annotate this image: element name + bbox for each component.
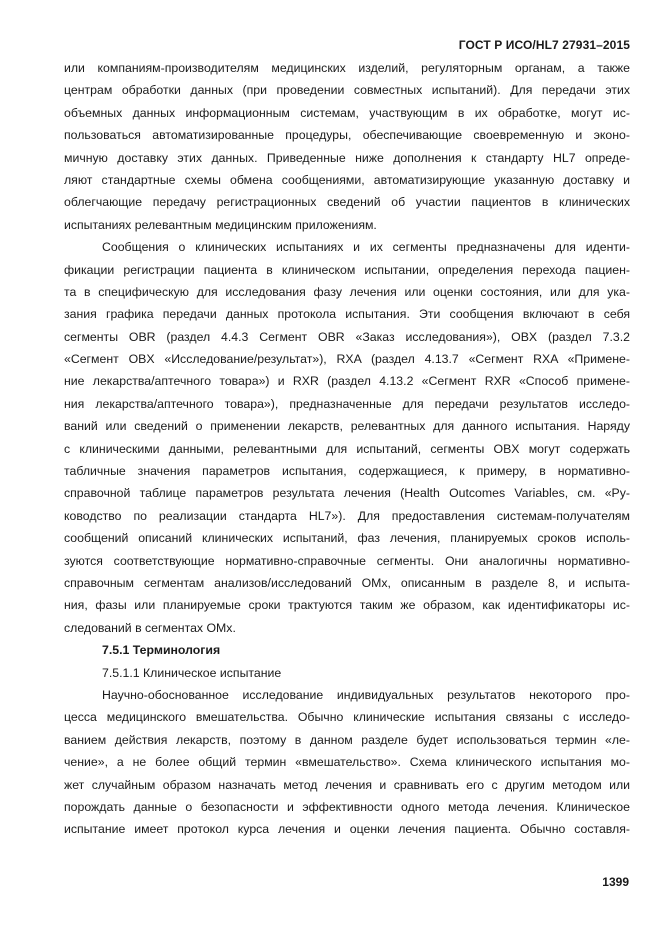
text-line: испытаниях релевантным медицинским приложениям. [64,217,377,232]
text-line: ваний или сведений о применении лекарств, релевантных для данного испытания. Наряду [64,419,630,434]
text-line: «Сегмент OBX «Исследование/результат»), RXA (раздел 4.13.7 «Сегмент RXA «Примене- [64,352,630,367]
page-number: 1399 [602,875,629,889]
text-line: объемных данных информационным системам, участвующим в их обработке, могут ис- [64,105,630,120]
subsection-heading: 7.5.1.1 Клиническое испытание [102,665,282,680]
text-line: справочной таблице параметров результата лечения (Health Outcomes Variables, см. «Ру- [64,486,630,501]
text-line: та в специфическую для исследования фазу лечения или оценки состояния, или для ука- [64,284,630,299]
document-standard-header: ГОСТ Р ИСО/HL7 27931–2015 [458,38,630,52]
text-line: чение», а не более общий термин «вмешательство». Схема клинического испытания мо- [64,755,630,770]
paragraph-start-line: Сообщения о клинических испытаниях и их сегменты предназначены для иденти- [102,240,630,255]
text-line: ния, фазы или планируемые сроки трактуются таким же образом, как идентификаторы ис- [64,598,630,613]
text-line: ния лекарства/аптечного товара»), предназначенные для передачи результатов исследо- [64,396,630,411]
text-line: сообщений описаний клинических испытаний, фаз лечения, планируемых сроков исполь- [64,531,630,546]
section-heading: 7.5.1 Терминология [102,643,221,658]
text-line: облегчающие передачу регистрационных сведений об участии пациентов в клинических [64,195,630,210]
text-line: цесса медицинского вмешательства. Обычно клинические испытания связаны с исследо- [64,710,630,725]
text-line: ляют стандартные схемы обмена сообщениями, автоматизирующие указанную доставку и [64,172,630,187]
paragraph-start-line: Научно-обоснованное исследование индивидуальных результатов некоторого про- [102,687,630,702]
text-line: фикации регистрации пациента в клиническом испытании, определения перехода пациен- [64,262,630,277]
text-line: табличные значения параметров испытания, содержащиеся, к примеру, в нормативно- [64,464,630,479]
text-line: ние лекарства/аптечного товара») и RXR (раздел 4.13.2 «Сегмент RXR «Способ примене- [64,374,630,389]
text-line: испытание имеет протокол курса лечения и оценки лечения пациента. Обычно составля- [64,822,630,837]
text-line: зуются соответствующие нормативно-справочные сегменты. Они аналогичны нормативно- [64,553,630,568]
text-line: жет случайным образом назначать метод лечения и сравнивать его с другим методом или [64,777,630,792]
text-line: порождать данные о безопасности и эффективности одного метода лечения. Клиническое [64,799,630,814]
text-line: сегменты OBR (раздел 4.4.3 Сегмент OBR «Заказ исследования»), OBX (раздел 7.3.2 [64,329,630,344]
document-body [64,57,630,841]
text-line: справочным сегментам анализов/исследований OMx, описанным в разделе 8, и испыта- [64,575,630,590]
text-line: центрам обработки данных (при проведении совместных испытаний). Для передачи этих [64,83,630,98]
text-line: пользоваться автоматизированные процедуры, обеспечивающие своевременную и эконо- [64,128,630,143]
text-line: ванием действия лекарств, поэтому в данном разделе будет использоваться термин «ле- [64,732,630,747]
text-line: следований в сегментах OMx. [64,620,236,635]
text-line: ководство по реализации стандарта HL7»). Для предоставления системам-получателям [64,508,630,523]
text-line: с клиническими данными, релевантными для испытаний, сегменты OBX могут содержать [64,441,630,456]
text-line: мичную доставку этих данных. Приведенные ниже дополнения к стандарту HL7 опреде- [64,150,630,165]
text-line: или компаниям-производителям медицинских изделий, регуляторным органам, а также [64,61,630,75]
text-line: зания графика передачи данных протокола испытания. Эти сообщения включают в себя [64,307,630,322]
